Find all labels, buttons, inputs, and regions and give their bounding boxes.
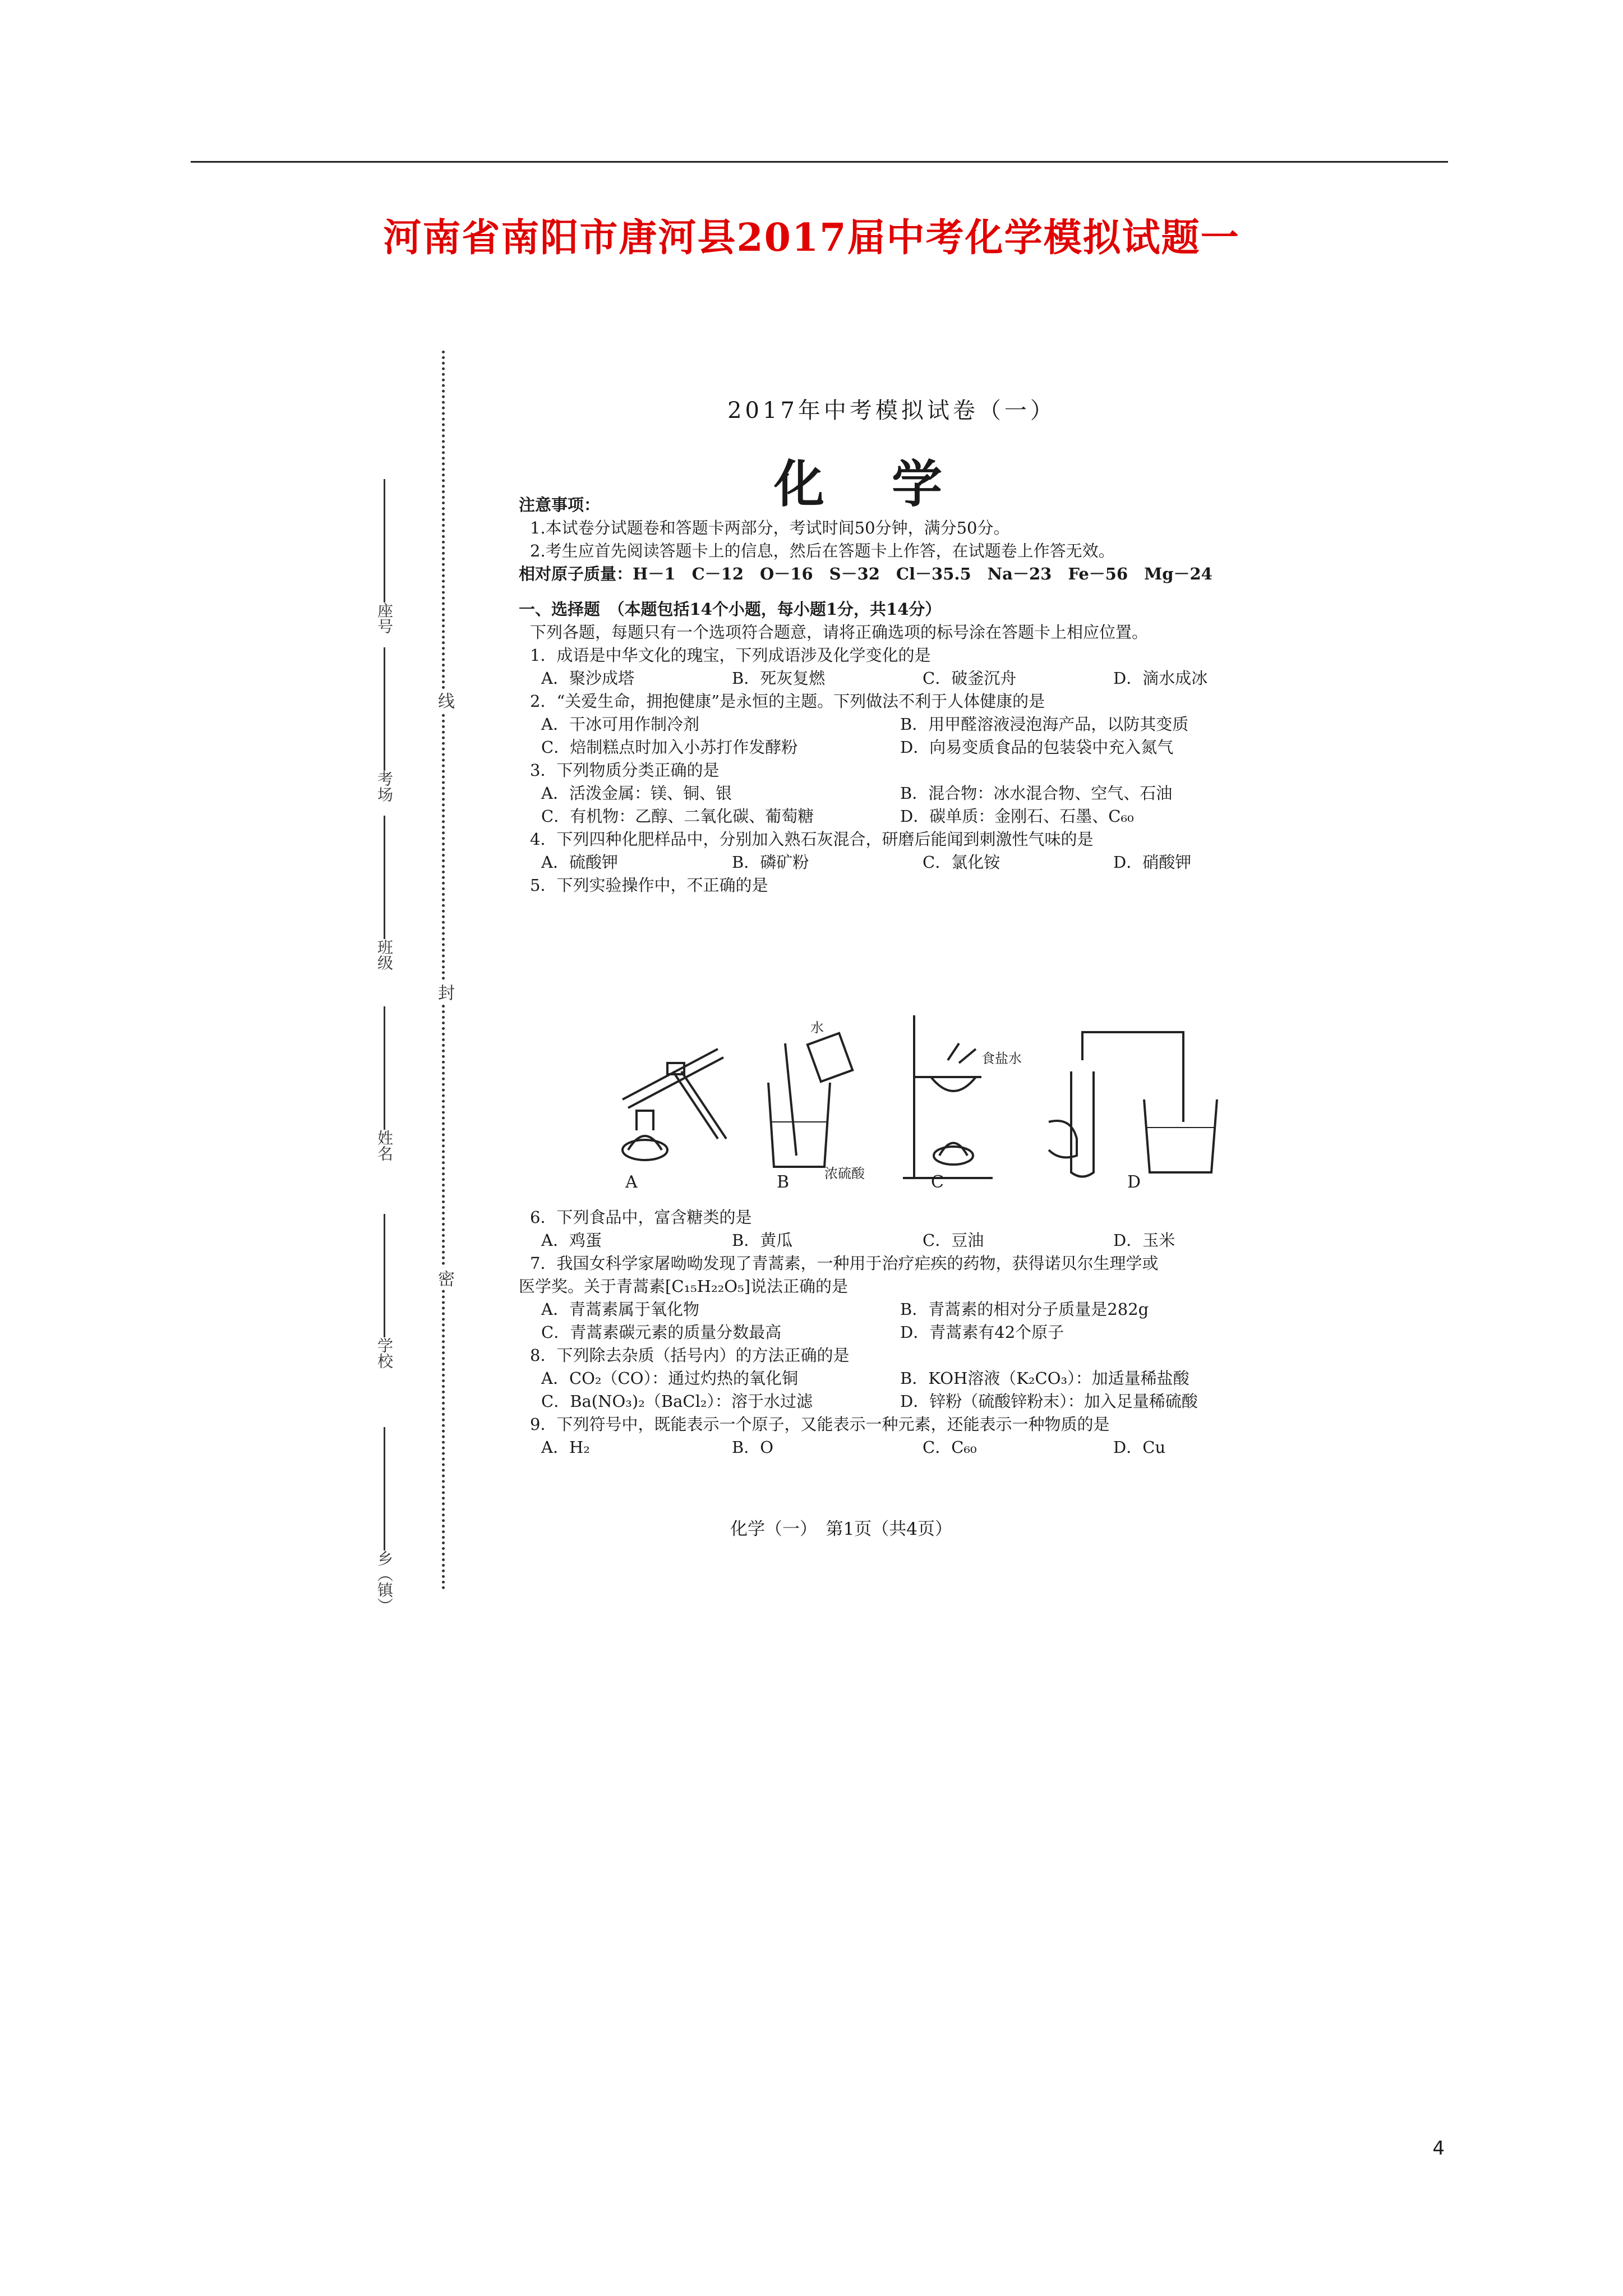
q9-stem: 9．下列符号中，既能表示一个原子，又能表示一种元素，还能表示一种物质的是	[530, 1415, 1110, 1434]
diagram-d-label: D	[1127, 1172, 1141, 1192]
q3-option-b: B．混合物：冰水混合物、空气、石油	[900, 784, 1173, 803]
q1-options	[519, 667, 1304, 690]
q7-option-b: B．青蒿素的相对分子质量是282g	[900, 1300, 1149, 1319]
q4-option-d: D．硝酸钾	[1113, 853, 1192, 872]
field-name: 姓名	[373, 999, 395, 1161]
section1-title: 一、选择题 （本题包括14个小题，每小题1分，共14分）	[519, 600, 942, 619]
q7-stem-line2: 医学奖。关于青蒿素[C₁₅H₂₂O₅]说法正确的是	[519, 1277, 849, 1296]
q9-options	[519, 1436, 1304, 1459]
q2-options-row1	[519, 713, 1304, 736]
q8-option-d: D．锌粉（硫酸锌粉末）：加入足量稀硫酸	[900, 1392, 1198, 1411]
q1-option-b: B．死灰复燃	[732, 669, 826, 688]
q1-stem: 1．成语是中华文化的瑰宝，下列成语涉及化学变化的是	[530, 646, 931, 665]
diagram-c-label: C	[931, 1172, 944, 1192]
q2-option-d: D．向易变质食品的包装袋中充入氮气	[900, 738, 1174, 757]
q8-option-a: A．CO₂（CO）：通过灼热的氧化铜	[541, 1369, 798, 1388]
atomic-masses: 相对原子质量：H－1 C－12 O－16 S－32 Cl－35.5 Na－23 Fe－56 Mg－24	[519, 564, 1212, 583]
q1-option-d: D．滴水成冰	[1113, 669, 1208, 688]
q3-option-c: C．有机物：乙醇、二氧化碳、葡萄糖	[541, 807, 814, 826]
q7-options-row2	[519, 1321, 1304, 1344]
field-blank	[384, 1214, 385, 1337]
diagram-a-heating-tube	[623, 1049, 726, 1160]
q4-options	[519, 851, 1304, 874]
q6-option-b: B．黄瓜	[732, 1231, 793, 1250]
field-blank	[384, 816, 385, 939]
exam-body-lower	[519, 1206, 1304, 1459]
q4-stem: 4．下列四种化肥样品中，分别加入熟石灰混合，研磨后能闻到刺激性气味的是	[530, 830, 1094, 849]
fold-label-secret: 密	[432, 1268, 457, 1289]
q3-options-row1	[519, 782, 1304, 805]
q7-options-row1	[519, 1298, 1304, 1321]
q9-option-b: B．O	[732, 1438, 774, 1457]
diagram-a-label: A	[625, 1172, 638, 1192]
q9-option-c: C．C₆₀	[923, 1438, 977, 1457]
q5-stem: 5．下列实验操作中，不正确的是	[530, 876, 768, 895]
q6-option-a: A．鸡蛋	[541, 1231, 602, 1250]
page-number: 4	[1432, 2137, 1445, 2160]
field-exam-room: 考场	[373, 639, 395, 802]
note-2: 2.考生应首先阅读答题卡上的信息，然后在答题卡上作答，在试题卷上作答无效。	[530, 541, 1115, 560]
q4-option-c: C．氯化铵	[923, 853, 1000, 872]
field-township: 乡（镇）	[373, 1419, 395, 1613]
q2-stem: 2．“关爱生命，拥抱健康”是永恒的主题。下列做法不利于人体健康的是	[530, 692, 1045, 711]
q5-experiment-diagram	[589, 1010, 1318, 1195]
q1-option-c: C．破釜沉舟	[923, 669, 1017, 688]
fold-label-seal: 封	[432, 982, 457, 1003]
notes-title: 注意事项：	[519, 495, 601, 514]
q6-option-d: D．玉米	[1113, 1231, 1175, 1250]
field-blank	[384, 647, 385, 771]
header-rule	[191, 161, 1448, 163]
q2-options-row2	[519, 736, 1304, 759]
q4-option-b: B．磷矿粉	[732, 853, 809, 872]
field-school: 学校	[373, 1206, 395, 1369]
q2-option-a: A．干冰可用作制冷剂	[541, 715, 699, 734]
exam-subject: 化学	[774, 454, 1009, 514]
q3-option-a: A．活泼金属：镁、铜、银	[541, 784, 732, 803]
q7-option-d: D．青蒿素有42个原子	[900, 1323, 1064, 1342]
document-title: 河南省南阳市唐河县2017届中考化学模拟试题一	[383, 215, 1240, 260]
q3-option-d: D．碳单质：金刚石、石墨、C₆₀	[900, 807, 1134, 826]
field-blank	[384, 1427, 385, 1550]
binding-line	[442, 351, 445, 1590]
q6-options	[519, 1229, 1304, 1252]
exam-header: 2017年中考模拟试卷（一）	[727, 398, 1056, 424]
q3-stem: 3．下列物质分类正确的是	[530, 761, 720, 780]
field-class: 班级	[373, 808, 395, 970]
q3-options-row2	[519, 805, 1304, 828]
q2-option-b: B．用甲醛溶液浸泡海产品，以防其变质	[900, 715, 1189, 734]
diagram-b-dilution	[768, 1033, 852, 1167]
fold-label-line: 线	[432, 690, 457, 711]
q1-option-a: A．聚沙成塔	[541, 669, 634, 688]
q8-options-row1	[519, 1367, 1304, 1390]
exam-footer: 化学（一） 第1页（共4页）	[730, 1519, 952, 1539]
note-1: 1.本试卷分试题卷和答题卡两部分，考试时间50分钟，满分50分。	[530, 518, 1010, 537]
field-seat: 座号	[373, 471, 395, 634]
diagram-label-water: 水	[810, 1020, 824, 1036]
q8-options-row2	[519, 1390, 1304, 1413]
q8-stem: 8．下列除去杂质（括号内）的方法正确的是	[530, 1346, 850, 1365]
q4-option-a: A．硫酸钾	[541, 853, 618, 872]
q9-option-a: A．H₂	[541, 1438, 590, 1457]
q6-stem: 6．下列食品中，富含糖类的是	[530, 1208, 752, 1227]
diagram-c-evaporation	[903, 1015, 993, 1178]
q2-option-c: C．焙制糕点时加入小苏打作发酵粉	[541, 738, 798, 757]
q7-option-c: C．青蒿素碳元素的质量分数最高	[541, 1323, 782, 1342]
q8-option-c: C．Ba(NO₃)₂（BaCl₂）：溶于水过滤	[541, 1392, 813, 1411]
q7-stem-line1: 7．我国女科学家屠呦呦发现了青蒿素，一种用于治疗疟疾的药物，获得诺贝尔生理学或	[530, 1254, 1159, 1273]
diagram-label-salt-water: 食盐水	[981, 1051, 1022, 1066]
q7-option-a: A．青蒿素属于氧化物	[541, 1300, 699, 1319]
field-blank	[384, 1006, 385, 1130]
diagram-d-airtightness	[1049, 1032, 1217, 1177]
q9-option-d: D．Cu	[1113, 1438, 1166, 1457]
exam-body	[519, 494, 1304, 897]
diagram-label-conc-acid: 浓硫酸	[824, 1166, 865, 1181]
section1-instructions: 下列各题，每题只有一个选项符合题意，请将正确选项的标号涂在答题卡上相应位置。	[530, 623, 1149, 642]
q8-option-b: B．KOH溶液（K₂CO₃）：加适量稀盐酸	[900, 1369, 1189, 1388]
field-blank	[384, 479, 385, 602]
q6-option-c: C．豆油	[923, 1231, 984, 1250]
diagram-b-label: B	[777, 1172, 790, 1192]
